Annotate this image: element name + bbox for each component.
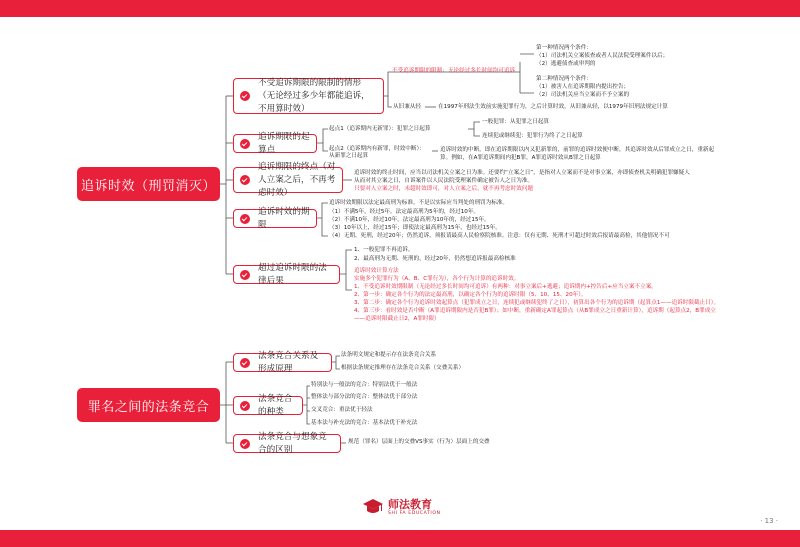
node-title: 超过追诉时限的法律后果 — [258, 262, 327, 286]
node-title: 追诉期限的终点（对人立案之后，不再考虑时效） — [258, 161, 336, 198]
node-title: 法条竞合关系及形成原理 — [258, 350, 319, 374]
node-end-point — [233, 161, 343, 198]
page-number: · 13 · — [760, 517, 778, 525]
check-circle-icon — [240, 401, 250, 411]
start2-detail-1: 追诉时效的中断，即在追诉期限以内又犯新罪的，前罪的追诉时效便中断，其追诉时效从后罪成立之日，重新起 — [440, 147, 715, 153]
start2-detail-2: 算。例如，在A罪追诉期间内犯B罪，A罪追诉时效从B罪之日起算 — [440, 155, 601, 161]
case2-line3: （2）司法机关应当立案而不予立案的 — [536, 92, 630, 98]
node-limitation-period — [233, 206, 317, 230]
start1-item-continuous: 连续犯或继续犯：犯罪行为终了之日起算 — [482, 133, 583, 139]
mortarboard-icon — [362, 496, 384, 518]
period-intro: 追诉时效期限以法定最高刑为标准。不是以实际应当判处的刑罚为标准。 — [329, 200, 509, 206]
check-circle-icon — [240, 214, 250, 224]
period-item-4: （4）无期、死刑，经过20年；仍然追诉，须报请最高人民检察院核准。注意：仅有无期、死刑才可超过时效后报请最高检，其他情况不可 — [329, 233, 670, 239]
period-item-3: （3）10年以上，经过15年；即使法定最高刑为15年，也经过15年。 — [329, 225, 501, 231]
check-circle-icon — [240, 175, 250, 185]
start1-item-general: 一般犯罪：从犯罪之日起算 — [482, 119, 550, 125]
brand-subtitle: SHI FA EDUCATION — [388, 510, 441, 516]
section-title-statute-of-limitations: 追诉时效（刑罚消灭） — [77, 167, 220, 201]
check-circle-icon — [240, 358, 250, 368]
relation-item-1: 法条明文规定和提示存在法条竞合关系 — [341, 352, 437, 358]
brand-logo — [362, 496, 441, 518]
node-title: 法条竞合与想象竞合的区别 — [258, 431, 327, 455]
section-title-statute-competition: 罪名之间的法条竞合 — [77, 388, 220, 422]
case2-line1: 第二种情况两个条件： — [536, 76, 592, 82]
difference-item: 规范（罪名）层面上的交叠VS事实（行为）层面上的交叠 — [348, 439, 490, 445]
calc-method-line-6: ——追诉时限截止日2，A罪时限） — [354, 316, 440, 322]
brand-name: 师法教育 — [388, 497, 432, 511]
start2-label: 起点2（追诉期内有新罪，时效中断）：从新罪之日起算 — [329, 146, 425, 160]
check-circle-icon — [240, 439, 250, 449]
calc-method-line-1: 实施多个犯罪行为（A、B、C罪行为），各个行为计算的追诉时效。 — [354, 276, 520, 282]
calc-method-line-5: 4、第三步：看时效是否中断（A罪追诉期限内是否犯B罪）；如中断，重新确定A罪起算点（从B罪成立之日重新计算），追诉期（起算点2，B罪成立 — [354, 308, 716, 314]
node-start-point — [233, 131, 317, 155]
node-legal-consequence — [233, 262, 340, 286]
case2-line2: （1）被害人在追诉期限内提出控告； — [536, 84, 630, 90]
node-title: 追诉时效的期限 — [258, 206, 310, 230]
type-item-4: 基本法与补充法的竞合：基本法优于补充法 — [311, 420, 418, 426]
node-competition-relation — [233, 350, 332, 374]
end-point-detail: 追诉时效的终止时间，应当以司法机关立案之日为准。还要约“立案之日”，是指对人立案而不是对事立案，亦即侦查机关明确犯罪嫌疑人 — [354, 170, 690, 176]
type-item-3: 交叉竞合：重法优于轻法 — [311, 407, 373, 413]
end-point-detail-2: 从而对其立案之日，自诉案件以人民法院受理案件确定被告人之日为准。 — [354, 178, 534, 184]
start1-label: 起点1（追诉期内无新罪）：犯罪之日起算 — [329, 126, 431, 132]
check-circle-icon — [240, 139, 250, 149]
node-title: 法条竞合的种类 — [258, 393, 293, 417]
no-limit-note: 不受追诉期限的限制：无论经过多长时间均可追诉 — [392, 68, 516, 74]
calc-method-line-4: 3、第二步：确定各个行为追诉时效起算点（犯罪成立之日，连续犯或继续犯终了之日），初算出各个行为的追诉期（起算点1——追诉时限截止日）。 — [354, 300, 720, 306]
calc-method-title: 追诉时效计算方法 — [354, 268, 399, 274]
relation-item-2: 根据法条规定推理存在法条竞合关系（交叠关系） — [341, 365, 465, 371]
calc-method-line-3: 2、第一步：确定各个行为的法定最高刑，以确定各个行为的追诉时限（5、10、15、20年）。 — [354, 292, 587, 298]
type-item-1: 特别法与一般法的竞合：特别法优于一般法 — [311, 382, 418, 388]
from-old-label: 从旧兼从轻 — [393, 104, 421, 110]
period-item-2: （2）不满10年，经过10年。法定最高刑为10年的，经过15年。 — [329, 217, 490, 223]
consequence-item-2: 2、最高刑为无期、死刑的，经过20年，仍然想追诉报最高检核准 — [354, 256, 516, 262]
period-item-1: （1）不满5年，经过5年。法定最高刑为5年的，经过10年。 — [329, 209, 480, 215]
node-title: 不受追诉期限的限制的情形（无论经过多少年都能追诉，不用算时效） — [258, 77, 370, 114]
consequence-item-1: 1、一般犯罪不再追诉。 — [354, 247, 414, 253]
from-old-detail: 在1997年刑法生效前实施犯罪行为，之后计算时效，从旧兼从轻，以1979年旧刑法规定计算 — [438, 104, 668, 110]
node-competition-types — [233, 393, 303, 417]
node-title: 追诉期限的起算点 — [258, 131, 310, 155]
case1-line2: （1）司法机关立案侦查或者人民法院受理案件以后； — [536, 53, 669, 59]
check-circle-icon — [240, 270, 250, 280]
node-no-limitation-cases — [233, 78, 384, 114]
case1-line3: （2）逃避侦查或审判的 — [536, 61, 596, 67]
type-item-2: 整体法与部分法的竞合：整体法优于部分法 — [311, 394, 418, 400]
calc-method-line-2: 1、不受追诉时效期限制（无论经过多长时间均可追诉）有两种：对事立案后+逃避；追诉期内+控告后+应当立案不立案。 — [354, 284, 657, 290]
case1-line1: 第一种情况两个条件： — [536, 45, 592, 51]
check-circle-icon — [240, 91, 250, 101]
end-point-red-note: 只要对人立案之时，未超时效即可，对人立案之后，就不再考虑时效问题 — [354, 186, 534, 192]
node-competition-vs-imaginative — [233, 431, 341, 455]
